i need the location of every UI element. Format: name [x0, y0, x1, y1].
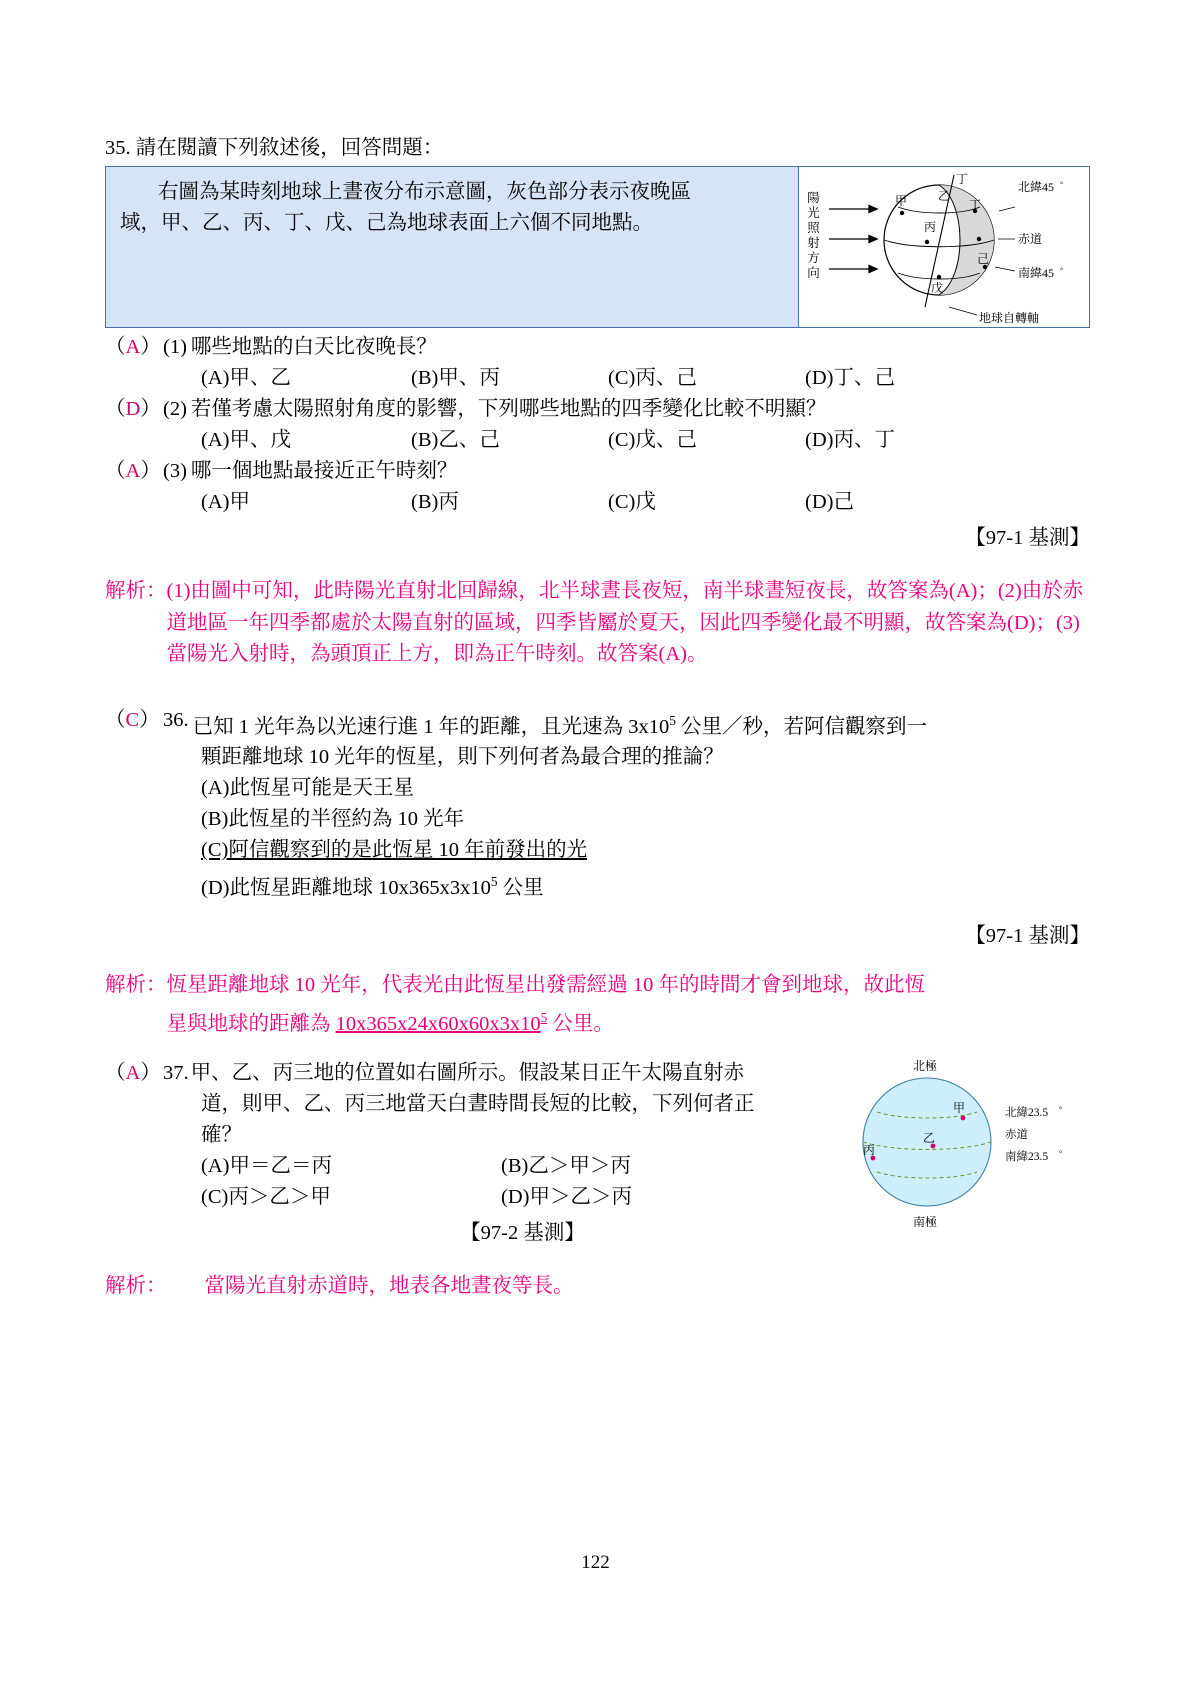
svg-text:南緯45: 南緯45 — [1018, 266, 1055, 280]
item-number-35-1: (1) — [163, 336, 187, 358]
question-37-line3: 確？ — [201, 1123, 242, 1146]
svg-text:丙: 丙 — [924, 220, 937, 234]
stimulus-text: 右圖為某時刻地球上晝夜分布示意圖，灰色部分表示夜晚區域，甲、乙、丙、丁、戊、己為地球表面上六個不同地點。 — [120, 181, 691, 234]
options-35-1 — [201, 363, 1090, 394]
question-35-number: 35. — [105, 137, 131, 159]
source-35: 【97-1 基測】 — [965, 527, 1090, 549]
option-c: (C)丙、己 — [608, 367, 697, 389]
explanation-label-36: 解析： — [105, 974, 167, 997]
north-pole-label: 北極 — [913, 1058, 938, 1073]
svg-text:戊: 戊 — [931, 281, 944, 295]
option-b: (B)乙、己 — [411, 429, 500, 451]
globe-figure-svg — [855, 1054, 1090, 1234]
earth-day-night-figure — [798, 167, 1089, 327]
q36-line1a: 已知 1 光年為以光速行進 1 年的距離，且光速為 3x10 — [192, 715, 670, 738]
explanation-text-37: 當陽光直射赤道時，地表各地晝夜等長。 — [204, 1274, 574, 1297]
explanation-36-formula-sup: 5 — [540, 1009, 548, 1025]
svg-text:°: ° — [1060, 180, 1064, 189]
option-b: (B)甲、丙 — [411, 367, 500, 389]
question-36-row — [105, 705, 1090, 743]
option-37-c: (C)丙＞乙＞甲 — [201, 1185, 331, 1208]
option-b: (B)丙 — [411, 491, 459, 513]
explanation-37 — [105, 1271, 1090, 1303]
question-35-prompt: 請在閱讀下列敘述後，回答問題： — [135, 137, 444, 159]
explanation-text-36 — [167, 970, 1091, 1040]
explanation-label-35: 解析： — [105, 580, 167, 602]
option-36-c — [201, 835, 1090, 866]
option-37-b: (B)乙＞甲＞丙 — [501, 1154, 631, 1177]
explanation-36-line1: 恆星距離地球 10 光年，代表光由此恆星出發需經過 10 年的時間才會到地球，故此恆 — [166, 974, 925, 997]
question-37 — [105, 1058, 1090, 1245]
option-36-d-sup: 5 — [490, 874, 498, 890]
answer-mark-37: （A） — [105, 1061, 161, 1084]
options-35-2 — [201, 425, 1090, 456]
option-d: (D)己 — [805, 491, 854, 513]
question-37-line2: 道，則甲、乙、丙三地當天白晝時間長短的比較，下列何者正 — [201, 1092, 755, 1115]
svg-text:乙: 乙 — [923, 1130, 936, 1145]
explanation-36-line2b: 公里。 — [547, 1012, 614, 1035]
option-37-a: (A)甲＝乙＝丙 — [201, 1154, 332, 1177]
option-36-d-text: (D)此恆星距離地球 10x365x3x10 — [201, 877, 491, 900]
item-text-35-2: 若僅考慮太陽照射角度的影響，下列哪些地點的四季變化比較不明顯？ — [190, 398, 827, 420]
svg-text:赤道: 赤道 — [1005, 1128, 1028, 1141]
item-number-35-2: (2) — [163, 398, 187, 420]
source-37: 【97-2 基測】 — [460, 1221, 585, 1244]
question-37-number: 37. — [163, 1061, 189, 1084]
svg-text:乙: 乙 — [938, 189, 951, 203]
option-36-c-text: (C)阿信觀察到的是此恆星 10 年前發出的光 — [201, 839, 588, 862]
svg-text:甲: 甲 — [953, 1100, 966, 1115]
svg-text:°: ° — [1059, 1148, 1063, 1158]
explanation-label-37: 解析： — [105, 1274, 167, 1297]
question-35-3-row — [105, 456, 1090, 487]
q36-line1b: 公里／秒，若阿信觀察到一 — [675, 715, 928, 738]
item-text-35-3: 哪一個地點最接近正午時刻？ — [190, 460, 458, 482]
item-text-35-1: 哪些地點的白天比夜晚長？ — [190, 336, 437, 358]
question-36-number: 36. — [163, 708, 189, 731]
answer-mark-35-1: （A） — [105, 336, 161, 358]
svg-text:地球自轉軸: 地球自轉軸 — [979, 311, 1040, 325]
question-36-line2: 顆距離地球 10 光年的恆星，則下列何者為最合理的推論？ — [201, 746, 724, 769]
explanation-text-35: (1)由圖中可知，此時陽光直射北回歸線，北半球晝長夜短，南半球晝短夜長，故答案為(A)；(2)由於赤道地區一年四季都處於太陽直射的區域，四季皆屬於夏天，因此四季變化最不明顯，故答案為(D)；(3)當陽光入射時，為頭頂正上方，即為正午時刻。故答案(A)。 — [166, 580, 1084, 665]
svg-text:丁: 丁 — [956, 172, 969, 186]
svg-text:°: ° — [1059, 1104, 1063, 1114]
document-page — [105, 130, 1090, 1302]
explanation-35 — [105, 576, 1090, 671]
svg-text:北緯45: 北緯45 — [1018, 180, 1055, 194]
question-36-text — [189, 705, 1090, 743]
option-36-d — [201, 866, 1090, 904]
option-d: (D)丁、己 — [805, 367, 895, 389]
option-36-d-tail: 公里 — [497, 877, 544, 900]
option-36-b: (B)此恆星的半徑約為 10 光年 — [201, 808, 465, 831]
source-36: 【97-1 基測】 — [965, 925, 1090, 948]
explanation-36 — [105, 970, 1090, 1040]
options-35-3 — [201, 487, 1090, 518]
answer-mark-35-2: （D） — [105, 398, 161, 420]
svg-text:赤道: 赤道 — [1018, 232, 1043, 246]
option-c: (C)戊 — [608, 491, 656, 513]
sunlight-direction-label: 陽光照射方向 — [807, 191, 820, 280]
explanation-36-line2a: 星與地球的距離為 — [166, 1012, 336, 1035]
svg-text:°: ° — [1060, 266, 1064, 275]
earth-day-night-svg — [799, 167, 1090, 327]
question-36 — [105, 705, 1090, 1040]
svg-text:北緯23.5: 北緯23.5 — [1005, 1106, 1049, 1119]
q36-line1-sup: 5 — [669, 712, 676, 728]
svg-text:南緯23.5: 南緯23.5 — [1005, 1150, 1049, 1163]
option-a: (A)甲、乙 — [201, 367, 291, 389]
explanation-36-formula: 10x365x24x60x60x3x10 — [335, 1012, 541, 1035]
question-35-1-row — [105, 332, 1090, 363]
south-pole-label: 南極 — [913, 1214, 938, 1229]
svg-text:丙: 丙 — [863, 1142, 876, 1157]
item-number-35-3: (3) — [163, 460, 187, 482]
svg-text:丁: 丁 — [969, 198, 982, 212]
question-35-2-row — [105, 394, 1090, 425]
answer-mark-35-3: （A） — [105, 460, 161, 482]
option-c: (C)戊、己 — [608, 429, 697, 451]
question-35-heading — [105, 130, 1090, 160]
question-35-stimulus-box — [105, 166, 1090, 328]
page-number: 122 — [581, 1552, 610, 1573]
option-a: (A)甲、戊 — [201, 429, 291, 451]
svg-text:甲: 甲 — [895, 194, 908, 208]
option-d: (D)丙、丁 — [805, 429, 895, 451]
answer-mark-36: （C） — [105, 708, 160, 731]
option-a: (A)甲 — [201, 491, 250, 513]
svg-text:己: 己 — [977, 252, 990, 266]
question-37-figure — [855, 1054, 1090, 1229]
option-36-a: (A)此恆星可能是天王星 — [201, 777, 414, 800]
question-37-line1: 甲、乙、丙三地的位置如右圖所示。假設某日正午太陽直射赤 — [190, 1061, 745, 1084]
option-37-d: (D)甲＞乙＞丙 — [501, 1185, 632, 1208]
